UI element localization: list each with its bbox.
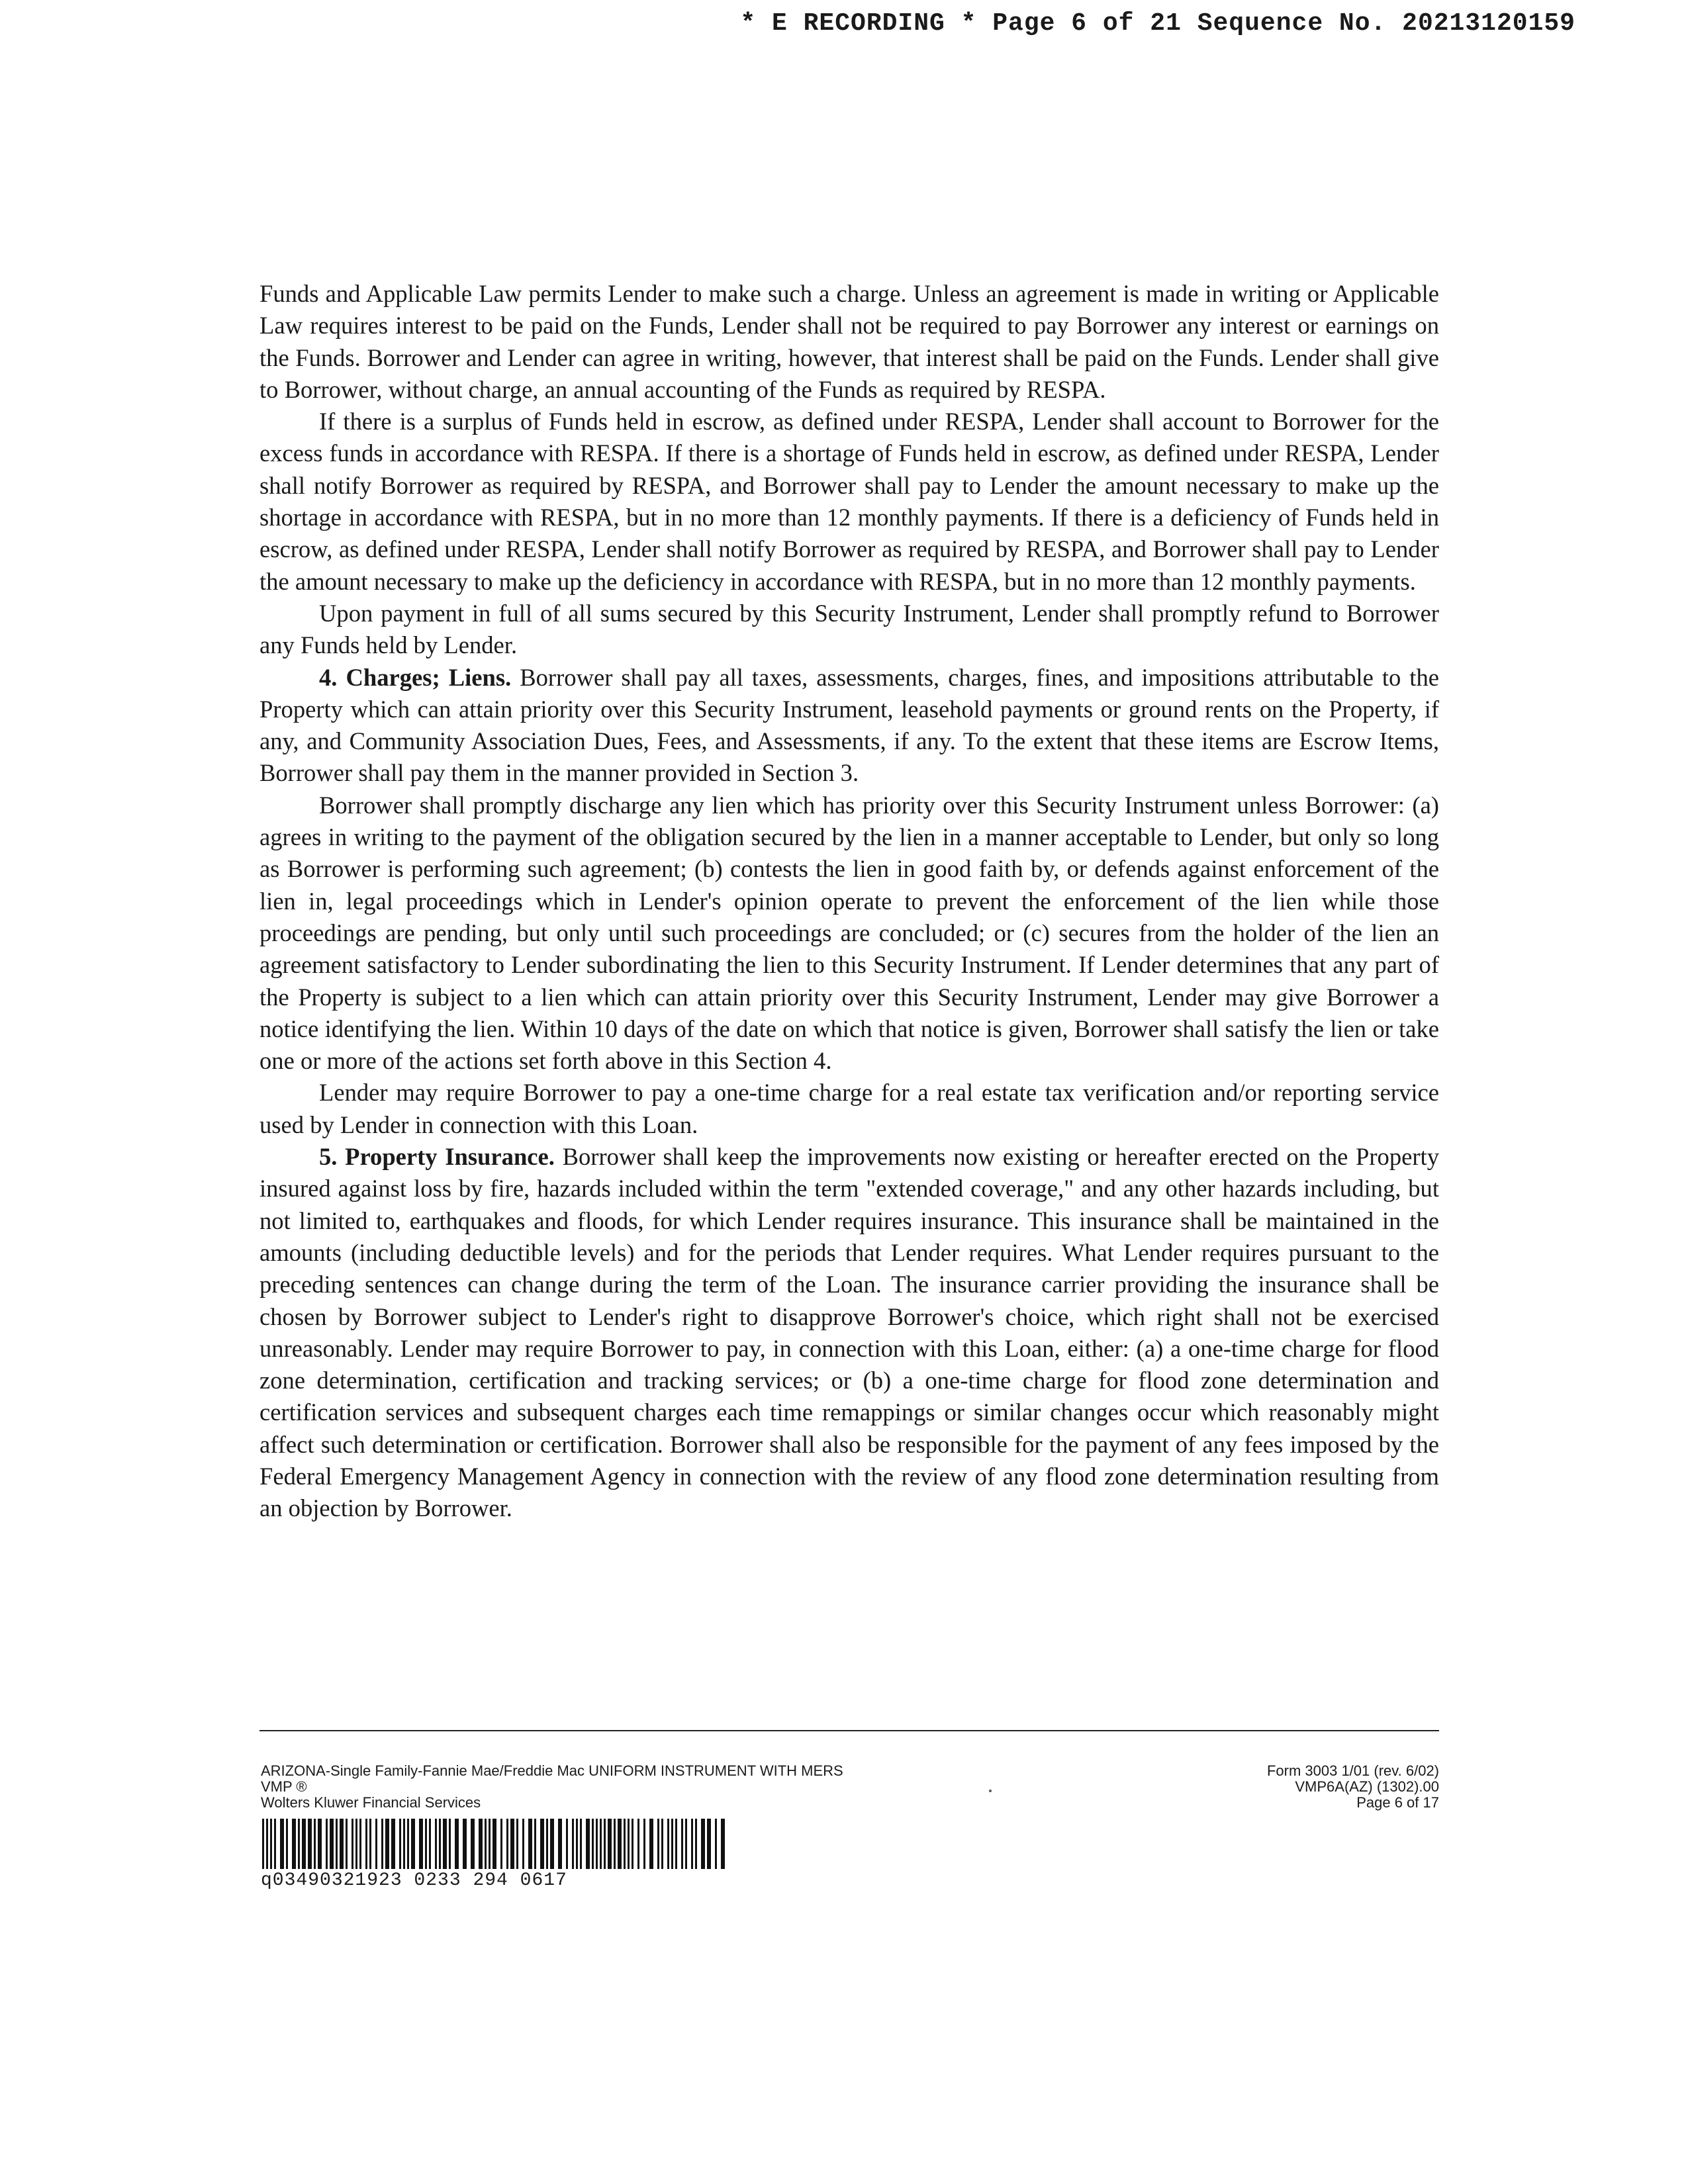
barcode-bar xyxy=(411,1819,415,1869)
footer-vmp: VMP ® xyxy=(261,1778,307,1795)
paragraph-tax-verification: Lender may require Borrower to pay a one-time charge for a real estate tax verification and/or reporting service used by Lender in connection with this Loan. xyxy=(259,1079,1439,1138)
barcode-image xyxy=(262,1819,726,1869)
barcode-bar xyxy=(355,1819,357,1869)
barcode-bar xyxy=(637,1819,639,1869)
barcode-bar xyxy=(540,1819,544,1869)
footer-divider xyxy=(259,1730,1439,1731)
barcode-bar xyxy=(286,1819,288,1869)
footer-instrument-title: ARIZONA-Single Family-Fannie Mae/Freddie Mac UNIFORM INSTRUMENT WITH MERS xyxy=(261,1762,843,1779)
barcode-bar xyxy=(280,1819,284,1869)
barcode-bar xyxy=(558,1819,562,1869)
barcode-bar xyxy=(546,1819,548,1869)
barcode-bar xyxy=(691,1819,693,1869)
scan-speck xyxy=(989,1790,992,1792)
barcode-bar xyxy=(566,1819,568,1869)
barcode-bar xyxy=(479,1819,483,1869)
barcode-bar xyxy=(270,1819,272,1869)
barcode-bar xyxy=(485,1819,487,1869)
barcode-bar xyxy=(685,1819,687,1869)
barcode-bar xyxy=(381,1819,383,1869)
barcode-bar xyxy=(318,1819,322,1869)
barcode-bar xyxy=(336,1819,338,1869)
barcode-bar xyxy=(580,1819,582,1869)
barcode-bar xyxy=(550,1819,554,1869)
barcode-bar xyxy=(375,1819,377,1869)
barcode-bar xyxy=(385,1819,389,1869)
barcode-bar xyxy=(572,1819,574,1869)
barcode-bar xyxy=(330,1819,334,1869)
barcode-bar xyxy=(274,1819,276,1869)
barcode-bar xyxy=(576,1819,578,1869)
barcode-bar xyxy=(302,1819,306,1869)
barcode-bar xyxy=(399,1819,401,1869)
barcode-bar xyxy=(506,1819,508,1869)
barcode-bar xyxy=(292,1819,296,1869)
barcode-bar xyxy=(522,1819,524,1869)
barcode-bar xyxy=(604,1819,606,1869)
paragraph-property-insurance xyxy=(259,1141,1439,1525)
footer-vmp-code: VMP6A(AZ) (1302).00 xyxy=(1295,1778,1439,1795)
paragraph-funds-accounting: Funds and Applicable Law permits Lender to make such a charge. Unless an agreement is made in writing or Applicable Law requires interest to be paid on the Funds, Lender shall not be required to pay Borrower any interest or earnings on the Funds. Borrower and Lender can agree in writing, however, that interest shall be paid on the Funds. Lender shall give to Borrower, without charge, an annual accounting of the Funds as required by RESPA. xyxy=(259,280,1439,403)
barcode-bar xyxy=(649,1819,653,1869)
barcode-bar xyxy=(407,1819,409,1869)
barcode-bar xyxy=(614,1819,616,1869)
barcode-bar xyxy=(596,1819,598,1869)
barcode-bar xyxy=(632,1819,633,1869)
barcode-bar xyxy=(262,1819,264,1869)
barcode-bar xyxy=(365,1819,367,1869)
section-4-text: Borrower shall pay all taxes, assessments, charges, fines, and impositions attributable to the Property which can attain priority over this Security Instrument, leasehold payments or ground rents on the Property, if any, and Community Association Dues, Fees, and Assessments, if any. To the extent that these items are Escrow Items, Borrower shall pay them in the manner provided in Section 3. xyxy=(259,663,1439,787)
barcode-bar xyxy=(715,1819,717,1869)
barcode-bar xyxy=(586,1819,590,1869)
barcode-bar xyxy=(308,1819,312,1869)
barcode-bar xyxy=(359,1819,361,1869)
footer-form-code: Form 3003 1/01 (rev. 6/02) xyxy=(1266,1762,1439,1779)
barcode-bar xyxy=(667,1819,669,1869)
barcode-bar xyxy=(471,1819,475,1869)
barcode-bar xyxy=(681,1819,683,1869)
barcode-bar xyxy=(657,1819,659,1869)
barcode-bar xyxy=(534,1819,536,1869)
barcode-bar xyxy=(671,1819,673,1869)
barcode-bar xyxy=(592,1819,594,1869)
footer-form-number xyxy=(1267,1763,1439,1811)
footer-publisher: Wolters Kluwer Financial Services xyxy=(261,1794,481,1811)
barcode-bar xyxy=(403,1819,405,1869)
barcode-bar xyxy=(608,1819,612,1869)
barcode-bar xyxy=(463,1819,467,1869)
barcode-bar xyxy=(489,1819,491,1869)
barcode-bar xyxy=(369,1819,371,1869)
document-body xyxy=(259,278,1439,1525)
barcode-bar xyxy=(528,1819,532,1869)
barcode-bar xyxy=(492,1819,496,1869)
footer-form-info xyxy=(261,1763,843,1811)
footer-page-number: Page 6 of 17 xyxy=(1356,1794,1439,1811)
barcode-bar xyxy=(701,1819,705,1869)
barcode-bar xyxy=(721,1819,725,1869)
barcode-bar xyxy=(455,1819,459,1869)
barcode-bar xyxy=(618,1819,622,1869)
barcode-bar xyxy=(346,1819,348,1869)
barcode-bar xyxy=(352,1819,353,1869)
barcode-number: q03490321923 0233 294 0617 xyxy=(261,1870,567,1891)
barcode-bar xyxy=(675,1819,677,1869)
barcode-bar xyxy=(449,1819,451,1869)
barcode-bar xyxy=(326,1819,328,1869)
barcode-bar xyxy=(391,1819,395,1869)
barcode-bar xyxy=(425,1819,427,1869)
barcode-bar xyxy=(643,1819,645,1869)
barcode-bar xyxy=(340,1819,344,1869)
barcode-bar xyxy=(500,1819,502,1869)
section-4-heading: 4. Charges; Liens. xyxy=(319,663,512,691)
barcode-bar xyxy=(661,1819,663,1869)
section-5-heading: 5. Property Insurance. xyxy=(319,1143,555,1171)
barcode-bar xyxy=(695,1819,697,1869)
paragraph-discharge-lien: Borrower shall promptly discharge any lien which has priority over this Security Instrument unless Borrower: (a) agrees in writing to the payment of the obligation secured by the lien in a manner acceptable to Lender, but only so long as Borrower is performing such agreement; (b) contests the lien in good faith by, or defends against enforcement of the lien in, legal proceedings which in Lender's opinion operate to prevent the enforcement of the lien while those proceedings are pending, but only until such proceedings are concluded; or (c) secures from the holder of the lien an agreement satisfactory to Lender subordinating the lien to this Security Instrument. If Lender determines that any part of the Property is subject to a lien which can attain priority over this Security Instrument, Lender may give Borrower a notice identifying the lien. Within 10 days of the date on which that notice is given, Borrower shall satisfy the lien or take one or more of the actions set forth above in this Section 4. xyxy=(259,791,1439,1075)
barcode-bar xyxy=(266,1819,268,1869)
recording-header: * E RECORDING * Page 6 of 21 Sequence No. 20213120159 xyxy=(740,9,1575,38)
barcode-bar xyxy=(298,1819,300,1869)
barcode-bar xyxy=(516,1819,518,1869)
barcode-bar xyxy=(419,1819,423,1869)
barcode-bar xyxy=(443,1819,447,1869)
section-5-text: Borrower shall keep the improvements now existing or hereafter erected on the Property insured against loss by fire, hazards included within the term "extended coverage," and any other hazards including, but not limited to, earthquakes and floods, for which Lender requires insurance. This insurance shall be maintained in the amounts (including deductible levels) and for the periods that Lender requires. What Lender requires pursuant to the preceding sentences can change during the term of the Loan. The insurance carrier providing the insurance shall be chosen by Borrower subject to Lender's right to disapprove Borrower's choice, which right shall not be exercised unreasonably. Lender may require Borrower to pay, in connection with this Loan, either: (a) a one-time charge for flood zone determination, certification and tracking services; or (b) a one-time charge for flood zone determination and certification services and subsequent charges each time remappings or similar changes occur which reasonably might affect such determination or certification. Borrower shall also be responsible for the payment of any fees imposed by the Federal Emergency Management Agency in connection with the review of any flood zone determination resulting from an objection by Borrower. xyxy=(259,1143,1439,1522)
barcode-bar xyxy=(439,1819,441,1869)
barcode-bar xyxy=(435,1819,437,1869)
paragraph-escrow-surplus: If there is a surplus of Funds held in escrow, as defined under RESPA, Lender shall account to Borrower for the excess funds in accordance with RESPA. If there is a shortage of Funds held in escrow, as defined under RESPA, Lender shall notify Borrower as required by RESPA, and Borrower shall pay to Lender the amount necessary to make up the shortage in accordance with RESPA, but in no more than 12 monthly payments. If there is a deficiency of Funds held in escrow, as defined under RESPA, Lender shall notify Borrower as required by RESPA, and Borrower shall pay to Lender the amount necessary to make up the deficiency in accordance with RESPA, but in no more than 12 monthly payments. xyxy=(259,408,1439,595)
barcode-bar xyxy=(429,1819,431,1869)
barcode-bar xyxy=(314,1819,316,1869)
barcode-bar xyxy=(600,1819,602,1869)
barcode-bar xyxy=(707,1819,711,1869)
barcode-bar xyxy=(510,1819,514,1869)
barcode-bar xyxy=(628,1819,630,1869)
barcode-bar xyxy=(624,1819,626,1869)
paragraph-refund: Upon payment in full of all sums secured by this Security Instrument, Lender shall promptly refund to Borrower any Funds held by Lender. xyxy=(259,599,1439,659)
paragraph-charges-liens xyxy=(259,662,1439,790)
